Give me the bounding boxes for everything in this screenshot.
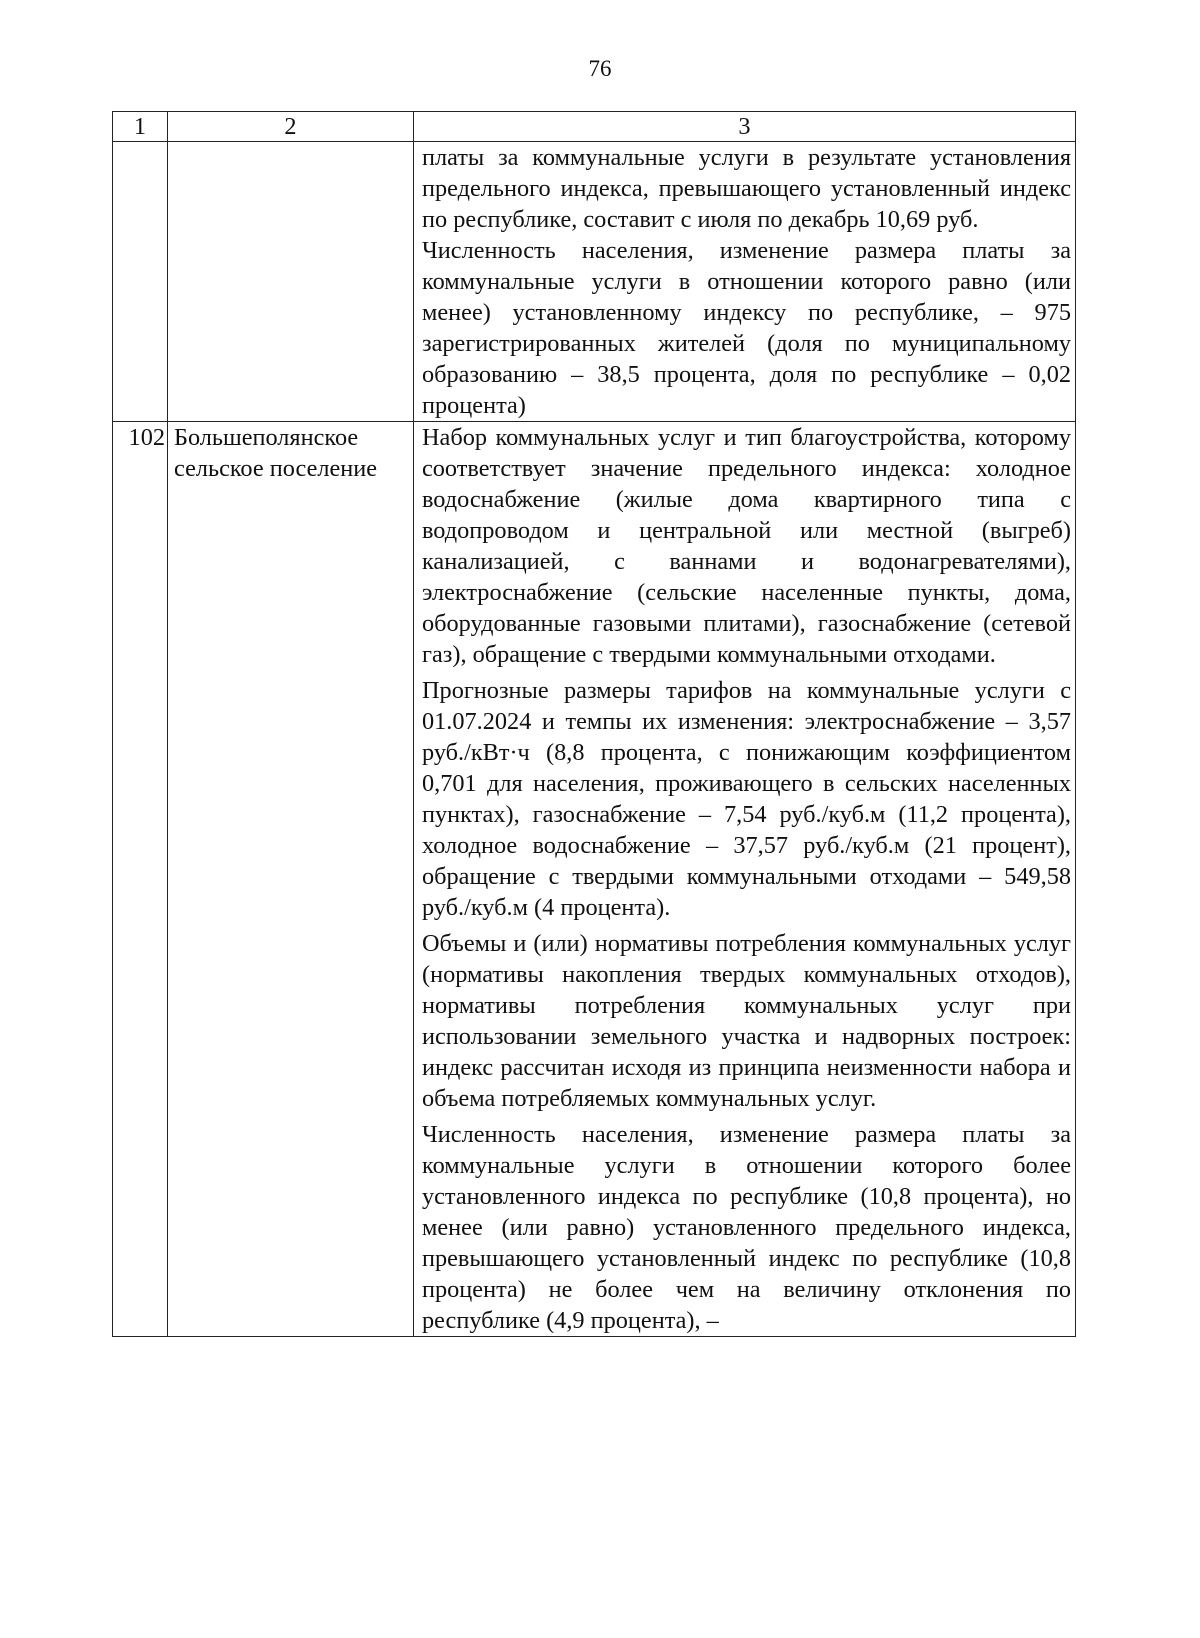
tariff-table: [112, 111, 1076, 1337]
column-header-1: 1: [113, 112, 168, 142]
population-paragraph: Численность населения, изменение размера платы за коммунальные услуги в отношении которого более установленного индекса по республике (10,8 процента), но менее (или равно) установленного предельного индекса, превышающего установленный индекс по республике (10,8 процента) не более чем на величину отклонения по республике (4,9 процента), –: [422, 1121, 1071, 1334]
description-cell: [414, 142, 1076, 422]
page-number: 76: [588, 56, 612, 81]
description-paragraph: Численность населения, изменение размера платы за коммунальные услуги в отношении которого равно (или менее) установленному индексу по республике, – 975 зарегистрированных жителей (доля по муниципальному образованию – 38,5 процента, доля по республике – 0,02 процента): [422, 237, 1071, 419]
column-header-2: 2: [168, 112, 414, 142]
tariff-forecast-paragraph: Прогнозные размеры тарифов на коммунальные услуги с 01.07.2024 и темпы их изменения: электроснабжение – 3,57 руб./кВт·ч (8,8 процента, с понижающим коэффициентом 0,701 для населения, проживающего в сельских населенных пунктах), газоснабжение – 7,54 руб./куб.м (11,2 процента), холодное водоснабжение – 37,57 руб./куб.м (21 процент), обращение с твердыми коммунальными отходами – 549,58 руб./куб.м (4 процента).: [422, 677, 1071, 921]
municipality-name-cell: Большеполянское сельское поселение: [168, 422, 414, 1337]
table-header-row: [113, 112, 1076, 142]
municipality-name-cell: [168, 142, 414, 422]
table-row-102: [113, 422, 1076, 1337]
row-number-cell: 102: [113, 422, 168, 1337]
utility-set-paragraph: Набор коммунальных услуг и тип благоустройства, которому соответствует значение предельного индекса: холодное водоснабжение (жилые дома квартирного типа с водопроводом и центральной или местной (выгреб) канализацией, с ваннами и водонагревателями), электроснабжение (сельские населенные пункты, дома, оборудованные газовыми плитами), газоснабжение (сетевой газ), обращение с твердыми коммунальными отходами.: [422, 424, 1071, 668]
column-header-3: 3: [414, 112, 1076, 142]
row-number-cell: [113, 142, 168, 422]
description-cell: [414, 422, 1076, 1337]
description-paragraph: платы за коммунальные услуги в результате установления предельного индекса, превышающего установленный индекс по республике, составит с июля по декабрь 10,69 руб.: [422, 144, 1071, 233]
consumption-norms-paragraph: Объемы и (или) нормативы потребления коммунальных услуг (нормативы накопления твердых коммунальных отходов), нормативы потребления коммунальных услуг при использовании земельного участка и надворных построек: индекс рассчитан исходя из принципа неизменности набора и объема потребляемых коммунальных услуг.: [422, 930, 1071, 1112]
table-row-continued: [113, 142, 1076, 422]
